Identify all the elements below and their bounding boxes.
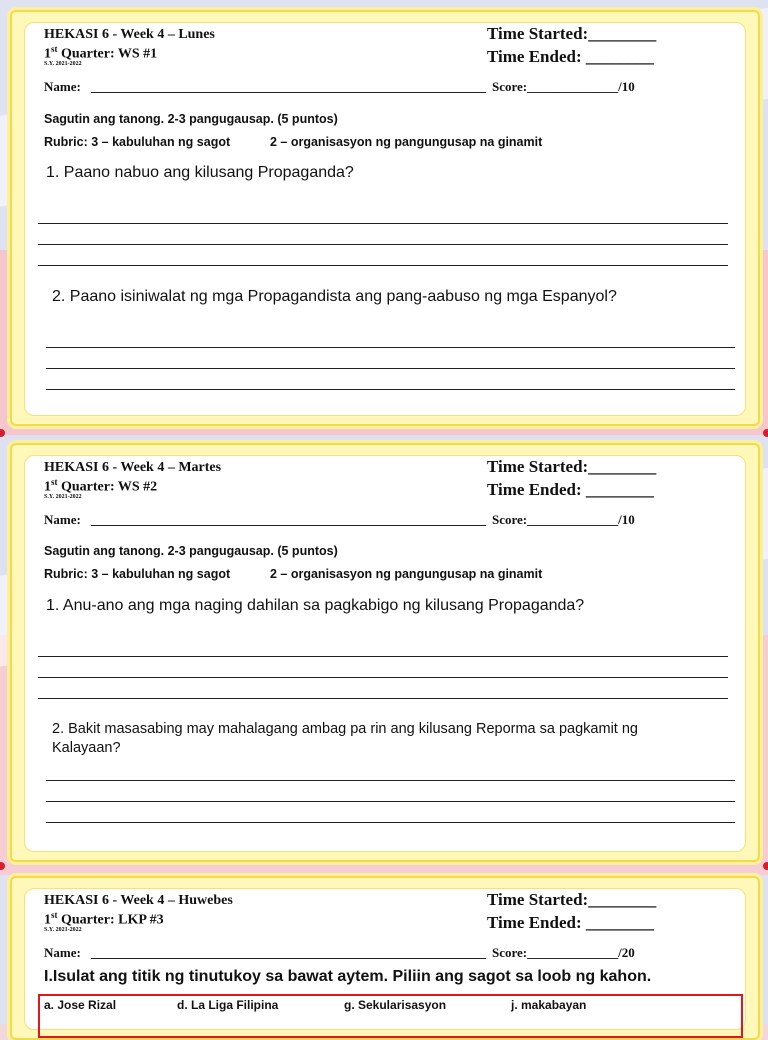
question-2-continued: Kalayaan? <box>52 740 121 756</box>
worksheet-title: HEKASI 6 - Week 4 – Martes <box>44 460 222 475</box>
worksheet-title: HEKASI 6 - Week 4 – Lunes <box>44 27 215 42</box>
answer-line[interactable] <box>46 822 735 823</box>
answer-line[interactable] <box>46 347 735 348</box>
name-line <box>91 525 486 526</box>
question-2: 2. Bakit masasabing may mahalagang ambag pa rin ang kilusang Reporma sa pagkamit ng <box>52 721 638 737</box>
answer-line[interactable] <box>38 244 728 245</box>
worksheet-title: HEKASI 6 - Week 4 – Huwebes <box>44 893 233 908</box>
answer-line[interactable] <box>46 389 735 390</box>
score-label: Score:______________/10 <box>492 512 635 527</box>
answer-line[interactable] <box>46 780 735 781</box>
name-line <box>91 958 486 959</box>
worksheet-card-1 <box>10 10 760 426</box>
answer-line[interactable] <box>38 265 728 266</box>
answer-line[interactable] <box>38 677 728 678</box>
rubric-a: Rubric: 3 – kabuluhan ng sagot <box>44 135 231 149</box>
instruction-text: Sagutin ang tanong. 2-3 pangugausap. (5 puntos) <box>44 112 338 126</box>
worksheet-paper <box>24 455 746 852</box>
instruction-text: I.Isulat ang titik ng tinutukoy sa bawat aytem. Piliin ang sagot sa loob ng kahon. <box>44 968 652 985</box>
school-year: S.Y. 2021-2022 <box>44 927 82 933</box>
time-started-label: Time Started:________ <box>487 457 657 476</box>
time-ended-label: Time Ended: ________ <box>487 913 654 932</box>
choice-item: a. Jose Rizal <box>44 998 117 1012</box>
answer-line[interactable] <box>38 698 728 699</box>
pin-dot <box>763 862 768 870</box>
question-1: 1. Anu-ano ang mga naging dahilan sa pagkabigo ng kilusang Propaganda? <box>46 597 585 614</box>
score-label: Score:______________/10 <box>492 79 635 94</box>
quarter-label: 1st Quarter: WS #1 <box>44 44 158 62</box>
school-year: S.Y. 2021-2022 <box>44 494 82 500</box>
time-ended-label: Time Ended: ________ <box>487 47 654 66</box>
choice-item: j. makabayan <box>511 998 587 1012</box>
time-started-label: Time Started:________ <box>487 890 657 909</box>
name-label: Name: <box>44 945 81 960</box>
quarter-label: 1st Quarter: WS #2 <box>44 477 158 495</box>
answer-line[interactable] <box>46 801 735 802</box>
choice-item: g. Sekularisasyon <box>344 998 447 1012</box>
answer-line[interactable] <box>38 223 728 224</box>
worksheet-paper <box>24 22 746 416</box>
question-1: 1. Paano nabuo ang kilusang Propaganda? <box>46 164 354 181</box>
answer-line[interactable] <box>38 656 728 657</box>
score-label: Score:______________/20 <box>492 945 635 960</box>
pin-dot <box>763 429 768 437</box>
rubric-a: Rubric: 3 – kabuluhan ng sagot <box>44 567 231 581</box>
question-2: 2. Paano isiniwalat ng mga Propagandista ang pang-aabuso ng mga Espanyol? <box>52 288 617 305</box>
time-ended-label: Time Ended: ________ <box>487 480 654 499</box>
name-line <box>91 92 486 93</box>
instruction-text: Sagutin ang tanong. 2-3 pangugausap. (5 puntos) <box>44 544 338 558</box>
time-started-label: Time Started:________ <box>487 24 657 43</box>
rubric-b: 2 – organisasyon ng pangungusap na ginamit <box>270 135 543 149</box>
choice-item: d. La Liga Filipina <box>177 998 279 1012</box>
quarter-label: 1st Quarter: LKP #3 <box>44 910 164 928</box>
name-label: Name: <box>44 79 81 94</box>
rubric-b: 2 – organisasyon ng pangungusap na ginamit <box>270 567 543 581</box>
answer-line[interactable] <box>46 368 735 369</box>
name-label: Name: <box>44 512 81 527</box>
worksheet-card-2 <box>10 443 760 862</box>
school-year: S.Y. 2021-2022 <box>44 61 82 67</box>
